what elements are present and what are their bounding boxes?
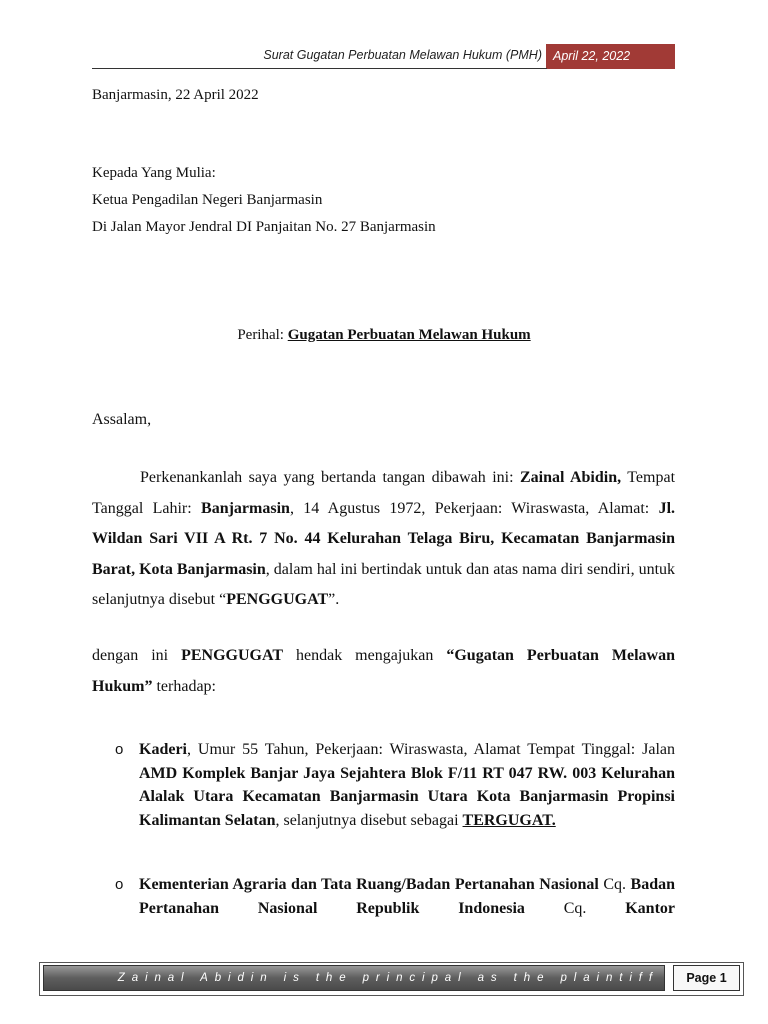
defendant-2-text-2: Cq.: [524, 899, 626, 917]
defendant-item-2: [139, 873, 675, 920]
defendant-1-address: AMD Komplek Banjar Jaya Sejahtera Blok F/11 RT 047 RW. 003 Kelurahan Alalak Utara Kecamatan Banjarmasin Utara Kota Banjarmasin Propinsi Kalimantan Selatan: [139, 764, 675, 829]
defendant-2-office: Kantor: [625, 899, 675, 917]
recipient-line-2: Ketua Pengadilan Negeri Banjarmasin: [92, 192, 323, 208]
letter-greeting: Assalam,: [92, 411, 152, 428]
footer-caption: Zainal Abidin is the principal as the plaintiff: [43, 965, 665, 991]
plaintiff-address: Jl. Wildan Sari VII A Rt. 7 No. 44 Kelurahan Telaga Biru, Kecamatan Banjarmasin Barat, Kota Banjarmasin: [92, 499, 676, 578]
defendant-1-text-1: , Umur 55 Tahun, Pekerjaan: Wiraswasta, Alamat Tempat Tinggal: Jalan: [187, 741, 675, 758]
p1-text-2: Tempat Tanggal Lahir:: [92, 469, 676, 517]
claim-paragraph: [92, 641, 675, 702]
header-divider: [92, 68, 547, 69]
defendant-2-name: Kementerian Agraria dan Tata Ruang/Badan Pertanahan Nasional: [139, 876, 599, 893]
defendant-2-agency: Badan Pertanahan Nasional Republik Indonesia: [139, 876, 675, 917]
p1-text-3: , 14 Agustus 1972, Pekerjaan: Wiraswasta, Alamat:: [289, 499, 659, 517]
plaintiff-birthplace: Banjarmasin: [201, 499, 290, 517]
defendant-1-text-2: , selanjutnya disebut sebagai: [275, 811, 463, 829]
page-number: Page 1: [673, 965, 740, 991]
p2-text-3: terhadap:: [152, 677, 216, 695]
document-header-title: Surat Gugatan Perbuatan Melawan Hukum (PMH): [263, 48, 542, 62]
letter-subject: [0, 327, 768, 344]
document-header-date: April 22, 2022: [546, 44, 675, 69]
p2-text-2: hendak mengajukan: [283, 647, 447, 664]
plaintiff-paragraph: [92, 463, 675, 616]
subject-label: Perihal:: [237, 327, 284, 343]
recipient-line-1: Kepada Yang Mulia:: [92, 165, 216, 181]
letter-place-date: Banjarmasin, 22 April 2022: [92, 87, 259, 103]
p1-text-4: , dalam hal ini bertindak untuk dan atas nama diri sendiri, untuk selanjutnya disebut “: [92, 560, 676, 608]
p2-text-1: dengan ini: [92, 647, 182, 664]
defendant-1-alias: TERGUGAT.: [462, 811, 556, 829]
defendant-item-1: [139, 738, 675, 832]
recipient-line-3: Di Jalan Mayor Jendral DI Panjaitan No. 27 Banjarmasin: [92, 219, 436, 235]
p1-text-1: Perkenankanlah saya yang bertanda tangan dibawah ini:: [140, 469, 520, 486]
claim-title: “Gugatan Perbuatan Melawan Hukum”: [92, 647, 675, 695]
plaintiff-alias: PENGGUGAT: [226, 591, 329, 608]
plaintiff-ref: PENGGUGAT: [181, 647, 283, 664]
subject-title: Gugatan Perbuatan Melawan Hukum: [287, 327, 531, 343]
list-bullet-1: o: [115, 741, 124, 758]
plaintiff-name: Zainal Abidin,: [519, 469, 622, 486]
defendant-1-name: Kaderi: [139, 741, 187, 758]
list-bullet-2: o: [115, 876, 124, 893]
defendant-2-text-1: Cq.: [598, 876, 631, 893]
p1-text-5: ”.: [328, 591, 340, 608]
